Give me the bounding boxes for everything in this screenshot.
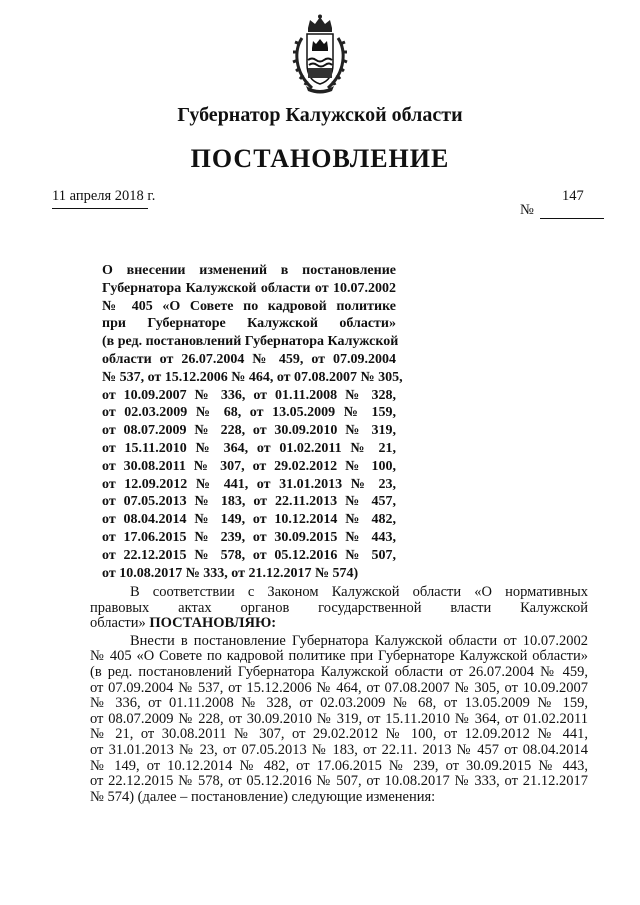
- body-line: № 574) (далее – постановление) следующие изменения:: [90, 788, 436, 805]
- subject-line: от 02.03.2009 № 68, от 13.05.2009 № 159,: [102, 405, 396, 421]
- body-line: № 405 «О Совете по кадровой политике при Губернаторе Калужской области»: [90, 648, 588, 665]
- body-line-resolve: [90, 616, 588, 632]
- decree-body: [90, 585, 588, 805]
- subject-line: Губернатора Калужской области от 10.07.2002: [102, 280, 396, 296]
- body-line: В соответствии с Законом Калужской области «О нормативных: [130, 584, 588, 600]
- subject-line: от 22.12.2015 № 578, от 05.12.2016 № 507,: [102, 547, 396, 563]
- body-line: от 08.07.2009 № 228, от 30.09.2010 № 319, от 15.11.2010 № 364, от 01.02.2011: [90, 710, 588, 727]
- subject-line: от 12.09.2012 № 441, от 31.01.2013 № 23,: [102, 476, 396, 492]
- body-line: от 22.12.2015 № 578, от 05.12.2016 № 507, от 10.08.2017 № 333, от 21.12.2017: [90, 773, 588, 790]
- subject-line: от 15.11.2010 № 364, от 01.02.2011 № 21,: [102, 440, 396, 456]
- subject-line: О внесении изменений в постановление: [102, 263, 396, 278]
- number-sign: №: [520, 202, 534, 218]
- subject-line: от 30.08.2011 № 307, от 29.02.2012 № 100,: [102, 458, 396, 474]
- subject-line: при Губернаторе Калужской области»: [102, 316, 396, 332]
- subject-line: от 08.07.2009 № 228, от 30.09.2010 № 319,: [102, 423, 396, 439]
- subject-line: от 17.06.2015 № 239, от 30.09.2015 № 443,: [102, 529, 396, 545]
- subject-line: от 10.09.2007 № 336, от 01.11.2008 № 328,: [102, 387, 396, 403]
- subject-line: от 08.04.2014 № 149, от 10.12.2014 № 482,: [102, 512, 396, 528]
- body-line: от 31.01.2013 № 23, от 07.05.2013 № 183, от 22.11. 2013 № 457 от 08.04.2014: [90, 741, 588, 758]
- governor-title: Губернатор Калужской области: [177, 104, 463, 126]
- body-line: Внести в постановление Губернатора Калужской области от 10.07.2002: [130, 632, 588, 649]
- subject-line: № 405 «О Совете по кадровой политике: [102, 298, 396, 314]
- subject-line: № 537, от 15.12.2006 № 464, от 07.08.2007 № 305,: [102, 369, 403, 385]
- number-underline: [540, 218, 604, 219]
- document-type-title: ПОСТАНОВЛЕНИЕ: [190, 144, 450, 173]
- subject-line: от 10.08.2017 № 333, от 21.12.2017 № 574): [102, 565, 359, 581]
- body-line: от 07.09.2004 № 537, от 15.12.2006 № 464, от 07.08.2007 № 305, от 10.09.2007: [90, 679, 588, 696]
- body-line: № 336, от 01.11.2008 № 328, от 02.03.2009 № 68, от 13.05.2009 № 159,: [90, 695, 588, 712]
- resolve-keyword: ПОСТАНОВЛЯЮ:: [149, 615, 277, 632]
- subject-line: области от 26.07.2004 № 459, от 07.09.2004: [102, 351, 396, 367]
- body-line: № 149, от 10.12.2014 № 482, от 17.06.2015 № 239, от 30.09.2015 № 443,: [90, 757, 588, 774]
- body-line: правовых актах органов государственной власти Калужской: [90, 599, 588, 616]
- body-line: (в ред. постановлений Губернатора Калужской области от 26.07.2004 № 459,: [90, 663, 588, 680]
- subject-line: от 07.05.2013 № 183, от 22.11.2013 № 457,: [102, 494, 396, 510]
- decree-subject: [102, 262, 403, 582]
- document-date: 11 апреля 2018 г.: [52, 188, 156, 204]
- document-number: 147: [562, 188, 584, 204]
- subject-line: (в ред. постановлений Губернатора Калужской: [102, 334, 399, 350]
- body-text: области»: [90, 615, 150, 632]
- kaluga-coat-of-arms-icon: [288, 14, 352, 96]
- body-line: № 21, от 30.08.2011 № 307, от 29.02.2012 № 100, от 12.09.2012 № 441,: [90, 726, 588, 743]
- date-underline: [52, 208, 148, 209]
